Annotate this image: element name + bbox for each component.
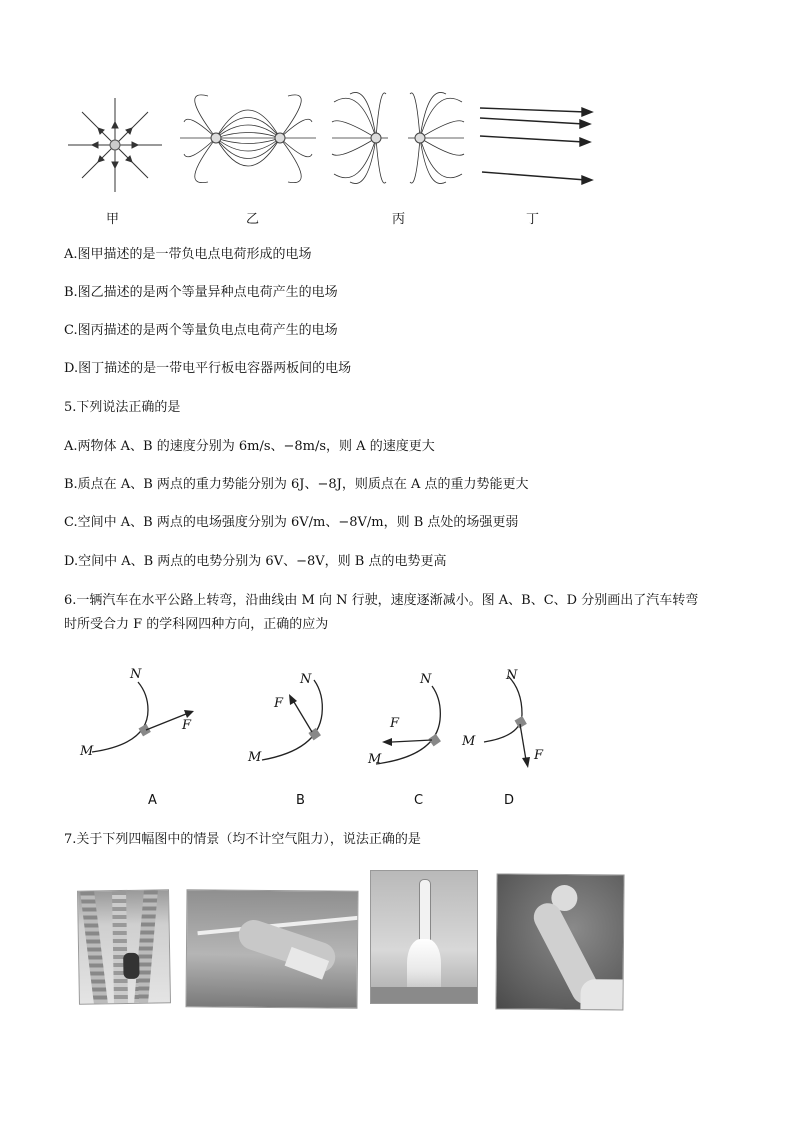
q6-a-caption: A xyxy=(148,793,157,808)
caption-jia: 甲 xyxy=(106,212,120,227)
field-figure-bing xyxy=(330,92,466,188)
q6-d-n-label: N xyxy=(506,668,518,683)
q6-a-f-label: F xyxy=(182,718,192,733)
caption-ding: 丁 xyxy=(526,212,540,227)
field-figure-yi xyxy=(178,92,318,188)
field-figure-jia xyxy=(60,90,170,200)
q6-stem-line2: 时所受合力 F 的学科网四种方向，正确的应为 xyxy=(64,617,329,632)
q5-option-a: A.两物体 A、B 的速度分别为 6m/s、−8m/s，则 A 的速度更大 xyxy=(64,439,435,454)
q6-figure-a xyxy=(78,664,208,764)
q5-option-d: D.空间中 A、B 两点的电势分别为 6V、−8V，则 B 点的电势更高 xyxy=(64,554,447,569)
q6-figure-b xyxy=(248,664,348,764)
q5-option-b: B.质点在 A、B 两点的重力势能分别为 6J、−8J，则质点在 A 点的重力势能更大 xyxy=(64,477,529,492)
q7-stem: 7.关于下列四幅图中的情景（均不计空气阻力），说法正确的是 xyxy=(64,832,421,847)
q6-c-m-label: M xyxy=(368,752,382,767)
q6-b-caption: B xyxy=(296,793,305,808)
field-figure-ding xyxy=(478,100,598,190)
q6-d-caption: D xyxy=(504,793,515,808)
q6-b-f-label: F xyxy=(274,696,284,711)
q6-a-n-label: N xyxy=(130,667,142,682)
q4-option-c: C.图丙描述的是两个等量负电点电荷产生的电场 xyxy=(64,323,338,338)
photo-shot-put xyxy=(495,873,624,1010)
q6-c-caption: C xyxy=(414,793,424,808)
caption-yi: 乙 xyxy=(246,212,260,227)
q5-option-c: C.空间中 A、B 两点的电场强度分别为 6V/m、−8V/m，则 B 点处的场强更弱 xyxy=(64,515,519,530)
photo-pole-vault xyxy=(185,889,358,1008)
q6-figure-d xyxy=(478,668,568,778)
q5-stem: 5.下列说法正确的是 xyxy=(64,400,181,415)
q4-option-a: A.图甲描述的是一带负电点电荷形成的电场 xyxy=(64,247,312,262)
q6-b-n-label: N xyxy=(300,672,312,687)
q6-a-m-label: M xyxy=(80,744,94,759)
q4-option-b: B.图乙描述的是两个等量异种点电荷产生的电场 xyxy=(64,285,338,300)
caption-bing: 丙 xyxy=(392,212,406,227)
photo-sledding xyxy=(77,889,171,1005)
q6-stem-line1: 6.一辆汽车在水平公路上转弯，沿曲线由 M 向 N 行驶，速度逐渐减小。图 A、B、C、D 分别画出了汽车转弯 xyxy=(64,593,699,608)
photo-rocket-launch xyxy=(370,870,478,1004)
q6-c-n-label: N xyxy=(420,672,432,687)
q4-option-d: D.图丁描述的是一带电平行板电容器两板间的电场 xyxy=(64,361,352,376)
q6-d-f-label: F xyxy=(534,748,544,763)
q6-d-m-label: M xyxy=(462,734,476,749)
q6-b-m-label: M xyxy=(248,750,262,765)
q6-c-f-label: F xyxy=(390,716,400,731)
